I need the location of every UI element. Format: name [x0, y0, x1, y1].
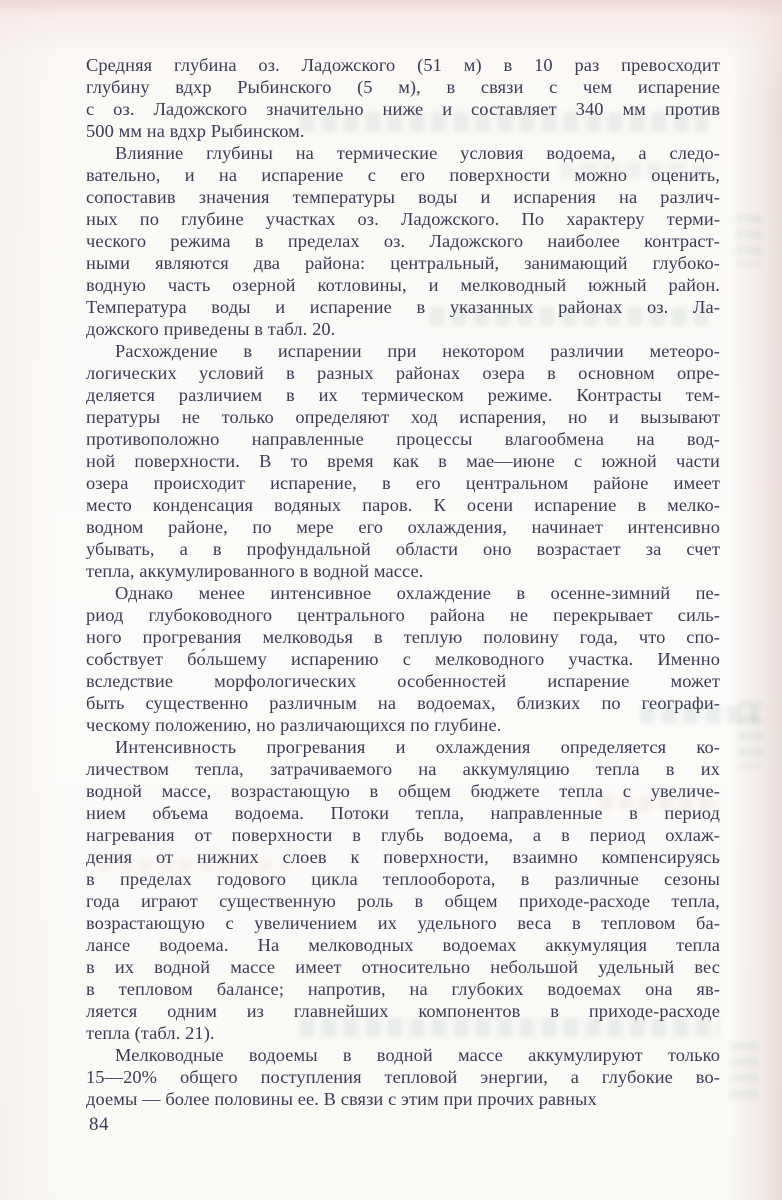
- text-line: Расхождение в испарении при некотором различии метеоро-: [115, 341, 720, 361]
- bleed-through-artifact: [736, 214, 762, 266]
- text-line: глубину вдхр Рыбинского (5 м), в связи с чем испарение: [86, 77, 720, 97]
- text-line: ными являются два района: центральный, занимающий глубоко-: [86, 253, 720, 273]
- text-line: в тепловом балансе; напротив, на глубоких водоемах она яв-: [86, 979, 720, 999]
- text-line: убывать, а в профундальной области оно возрастает за счет: [86, 539, 720, 559]
- page-number: 84: [89, 1114, 109, 1135]
- text-line: Интенсивность прогревания и охлаждения определяется ко-: [115, 737, 720, 757]
- text-line: ляется одним из главнейших компонентов в приходе-расходе: [86, 1001, 720, 1021]
- text-line: доемы — более половины ее. В связи с этим при прочих равных: [86, 1089, 597, 1109]
- text-line: озера происходит испарение, в его центральном районе имеет: [86, 473, 720, 493]
- text-line: ческого режима в пределах оз. Ладожского наиболее контраст-: [86, 231, 720, 251]
- text-line: быть существенно различным на водоемах, близких по географи-: [86, 693, 720, 713]
- text-line: ческому положению, но различающихся по глубине.: [86, 715, 502, 735]
- text-line: ной поверхности. В то время как в мае—июне с южной части: [86, 451, 720, 471]
- text-line: дения от нижних слоев к поверхности, взаимно компенсируясь: [86, 847, 720, 867]
- text-line: тепла, аккумулированного в водной массе.: [86, 561, 424, 581]
- text-line: 500 мм на вдхр Рыбинском.: [86, 121, 305, 141]
- text-line: ных по глубине участках оз. Ладожского. По характеру терми-: [86, 209, 720, 229]
- text-line: дожского приведены в табл. 20.: [86, 319, 336, 339]
- text-line: тепла (табл. 21).: [86, 1023, 215, 1043]
- text-line: вследствие морфологических особенностей испарение может: [86, 671, 720, 691]
- text-line: года играют существенную роль в общем приходе-расходе тепла,: [86, 891, 720, 911]
- text-line: Средняя глубина оз. Ладожского (51 м) в 10 раз превосходит: [86, 55, 720, 75]
- text-line: в их водной массе имеет относительно небольшой удельный вес: [86, 957, 720, 977]
- paragraph: [86, 582, 720, 736]
- text-line: с оз. Ладожского значительно ниже и составляет 340 мм против: [86, 99, 720, 119]
- text-line: водном районе, по мере его охлаждения, начинает интенсивно: [86, 517, 720, 537]
- text-line: Температура воды и испарение в указанных районах оз. Ла-: [86, 297, 720, 317]
- text-line: риод глубоководного центрального района не перекрывает силь-: [86, 605, 720, 625]
- text-line: 15—20% общего поступления тепловой энергии, а глубокие во-: [86, 1067, 720, 1087]
- text-line: нагревания от поверхности в глубь водоема, а в период охлаж-: [86, 825, 720, 845]
- text-line: водной массе, возрастающую в общем бюджете тепла с увеличе-: [86, 781, 720, 801]
- text-line: пературы не только определяют ход испарения, но и вызывают: [86, 407, 720, 427]
- bleed-through-artifact: [730, 1042, 758, 1102]
- body-text: [86, 54, 720, 1110]
- text-line: деляется различием в их термическом режиме. Контрасты тем-: [86, 385, 720, 405]
- text-line: сопоставив значения температуры воды и испарения на различ-: [86, 187, 720, 207]
- paragraph: [86, 1044, 720, 1110]
- text-line: вательно, и на испарение с его поверхности можно оценить,: [86, 165, 720, 185]
- text-line: Влияние глубины на термические условия водоема, а следо-: [115, 143, 720, 163]
- paragraph: [86, 142, 720, 340]
- text-line: место конденсация водяных паров. К осени испарение в мелко-: [86, 495, 720, 515]
- text-line: Однако менее интенсивное охлаждение в осенне-зимний пе-: [115, 583, 720, 603]
- text-line: собствует бо́льшему испарению с мелководного участка. Именно: [86, 649, 720, 669]
- text-line: логических условий в разных районах озера в основном опре-: [86, 363, 720, 383]
- text-line: противоположно направленные процессы влагообмена на вод-: [86, 429, 720, 449]
- text-line: в пределах годового цикла теплооборота, в различные сезоны: [86, 869, 720, 889]
- bleed-through-artifact: [738, 700, 762, 768]
- text-line: нием объема водоема. Потоки тепла, направленные в период: [86, 803, 720, 823]
- paragraph: [86, 736, 720, 1044]
- text-line: личеством тепла, затрачиваемого на аккумуляцию тепла в их: [86, 759, 720, 779]
- text-line: водную часть озерной котловины, и мелководный южный район.: [86, 275, 720, 295]
- text-line: возрастающую с увеличением их удельного веса в тепловом ба-: [86, 913, 720, 933]
- text-line: Мелководные водоемы в водной массе аккумулируют только: [115, 1045, 720, 1065]
- text-line: ного прогревания мелководья в теплую половину года, что спо-: [86, 627, 720, 647]
- text-line: лансе водоема. На мелководных водоемах аккумуляция тепла: [86, 935, 720, 955]
- paragraph: [86, 340, 720, 582]
- paragraph: [86, 54, 720, 142]
